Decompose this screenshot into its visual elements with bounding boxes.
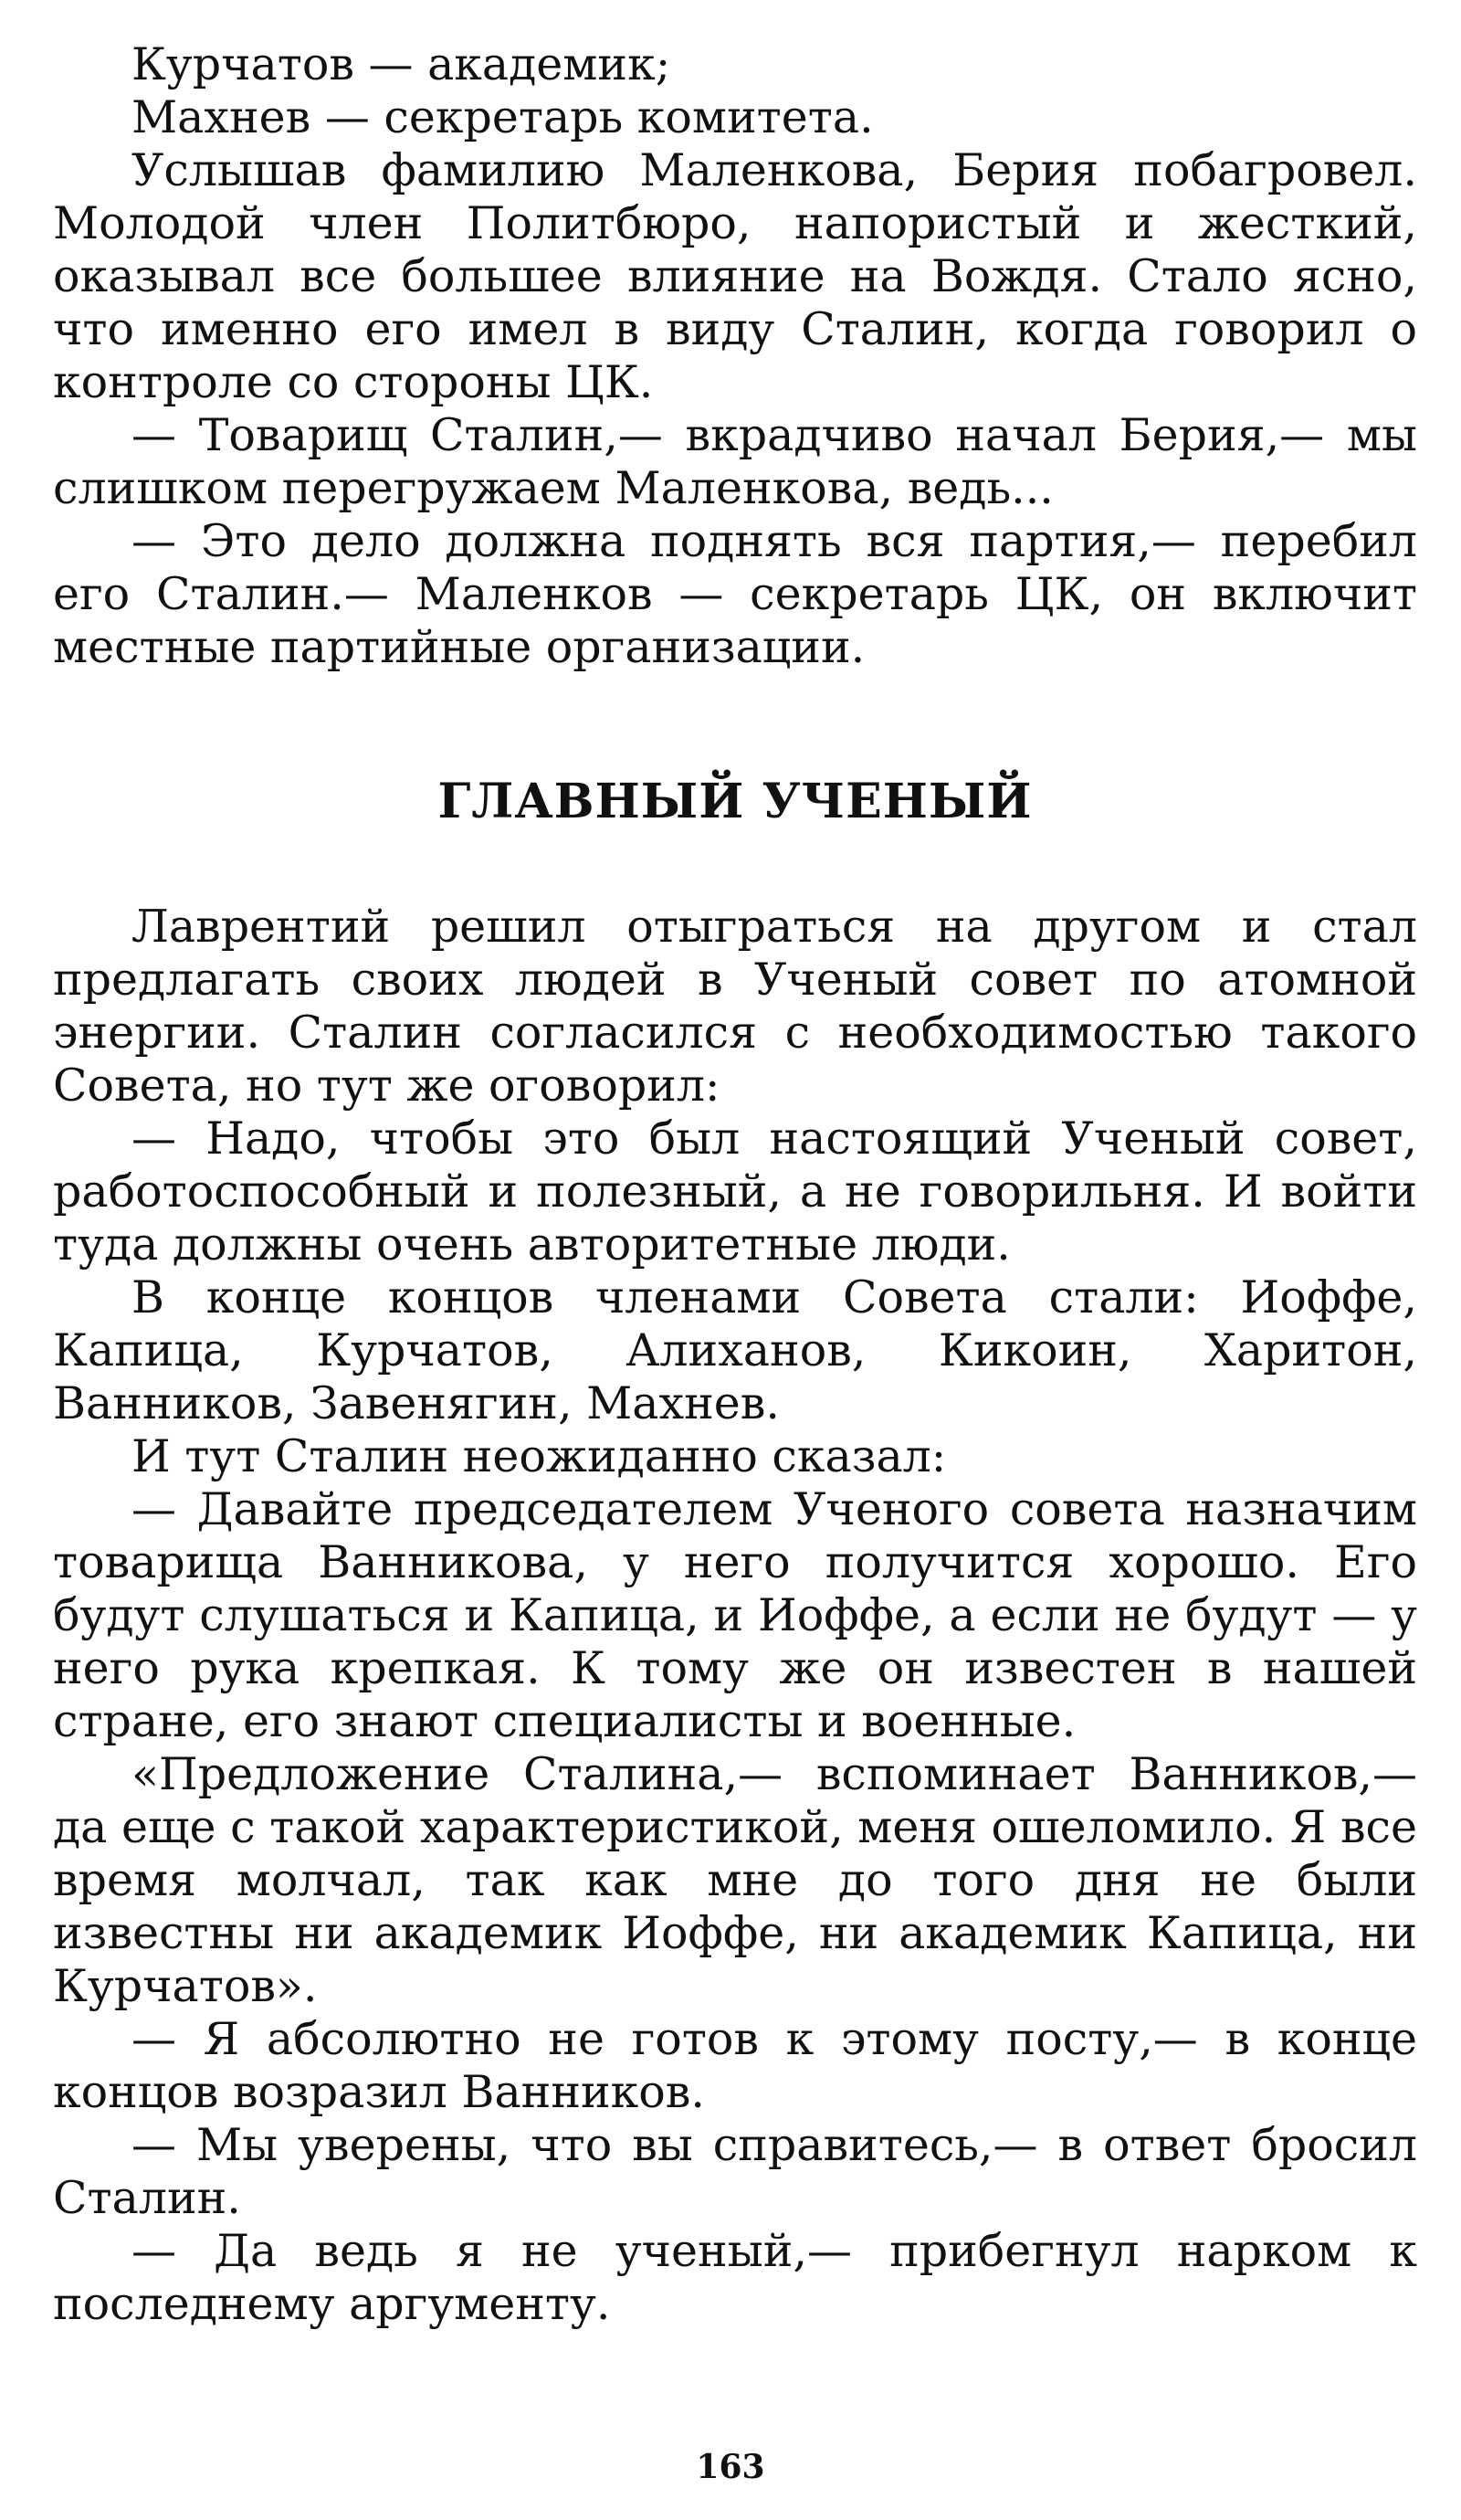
paragraph: Услышав фамилию Маленкова, Берия побагровел. Молодой член Политбюро, напористый и жесткий, оказывал все большее влияние на Вождя. Стало ясно, что именно его имел в виду Сталин, когда говорил о контроле со стороны ЦК.	[53, 144, 1417, 408]
paragraph: — Товарищ Сталин,— вкрадчиво начал Берия,— мы слишком перегружаем Маленкова, ведь...	[53, 409, 1417, 514]
paragraph: — Давайте председателем Ученого совета назначим товарища Ванникова, у него получится хорошо. Его будут слушаться и Капица, и Иоффе, а если не будут — у него рука крепкая. К тому же он известен в нашей стране, его знают специалисты и военные.	[53, 1483, 1417, 1747]
section-title: ГЛАВНЫЙ УЧЕНЫЙ	[437, 774, 1033, 829]
paragraph: — Мы уверены, что вы справитесь,— в ответ бросил Сталин.	[53, 2119, 1417, 2224]
book-page	[53, 38, 1417, 2331]
paragraph: Курчатов — академик;	[131, 38, 671, 90]
paragraph: — Да ведь я не ученый,— прибегнул нарком к последнему аргументу.	[53, 2225, 1417, 2330]
page-number: 163	[696, 2448, 765, 2486]
paragraph: — Надо, чтобы это был настоящий Ученый совет, работоспособный и полезный, а не говорильня. И войти туда должны очень авторитетные люди.	[53, 1112, 1417, 1271]
paragraph: — Я абсолютно не готов к этому посту,— в конце концов возразил Ванников.	[53, 2013, 1417, 2118]
paragraph: Махнев — секретарь комитета.	[131, 91, 874, 143]
paragraph: В конце концов членами Совета стали: Иоффе, Капица, Курчатов, Алиханов, Кикоин, Харитон, Ванников, Завенягин, Махнев.	[53, 1271, 1417, 1429]
paragraph: «Предложение Сталина,— вспоминает Ванников,— да еще с такой характеристикой, меня ошеломило. Я все время молчал, так как мне до того дня не были известны ни академик Иоффе, ни академик Капица, ни Курчатов».	[53, 1748, 1417, 2012]
paragraph: Лаврентий решил отыграться на другом и стал предлагать своих людей в Ученый совет по атомной энергии. Сталин согласился с необходимостью такого Совета, но тут же оговорил:	[53, 901, 1417, 1112]
paragraph: И тут Сталин неожиданно сказал:	[131, 1430, 947, 1482]
paragraph: — Это дело должна поднять вся партия,— перебил его Сталин.— Маленков — секретарь ЦК, он включит местные партийные организации.	[53, 515, 1417, 673]
